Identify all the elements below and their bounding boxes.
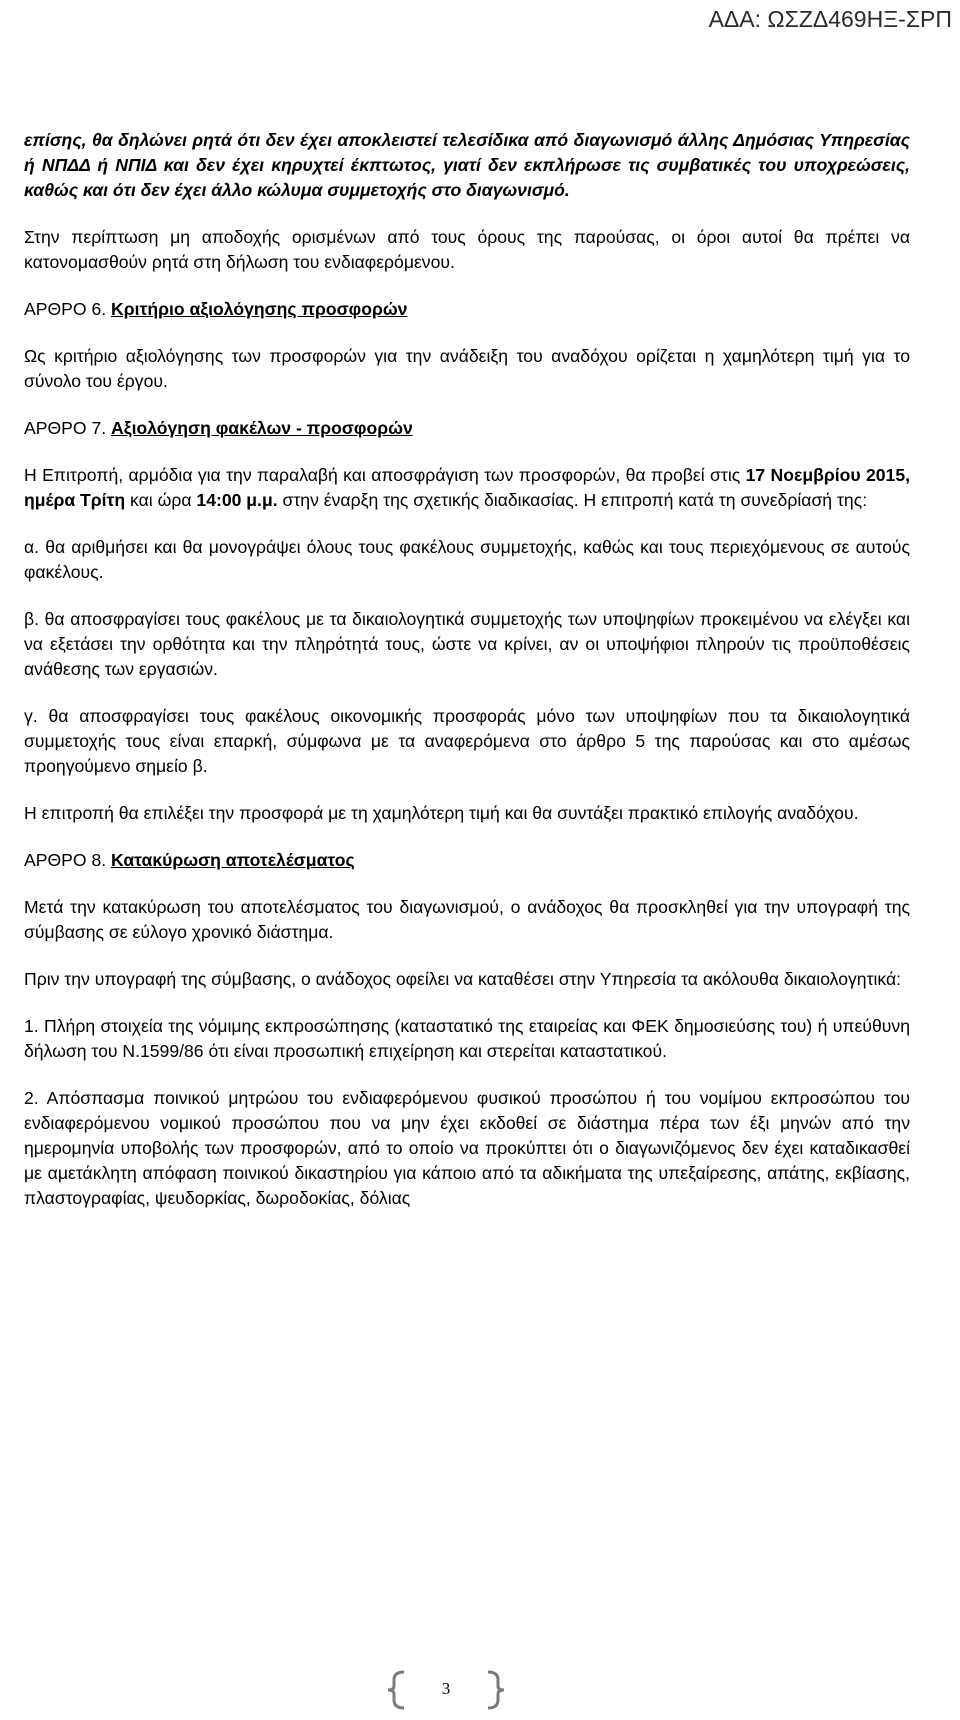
opening-date: 17 Νοεμβρίου 2015, ημέρα Τρίτη	[24, 465, 910, 510]
article-6-number: ΑΡΘΡΟ 6.	[24, 299, 112, 319]
paragraph-item-b: β. θα αποσφραγίσει τους φακέλους με τα δικαιολογητικά συμμετοχής των υποψηφίων προκειμένου να ελέγξει και να εξετάσει την ορθότητα και την πληρότητά τους, ώστε να κρίνει, αν οι υποψήφιοι πληρούν τις προϋποθέσεις ανάθεσης των εργασιών.	[24, 609, 910, 679]
article-8-number: ΑΡΘΡΟ 8.	[24, 850, 112, 870]
page-footer	[386, 1670, 506, 1710]
committee-text-b: και ώρα	[125, 490, 197, 510]
article-8-title: Κατακύρωση αποτελέσματος	[111, 850, 355, 870]
opening-time: 14:00 μ.μ.	[196, 490, 278, 510]
paragraph-terms-nonacceptance: Στην περίπτωση μη αποδοχής ορισμένων από τους όρους της παρούσας, οι όροι αυτοί θα πρέπει να κατονομασθούν ρητά στη δήλωση του ενδιαφερόμενου.	[24, 227, 910, 272]
committee-text-a: Η Επιτροπή, αρμόδια για την παραλαβή και αποσφράγιση των προσφορών, θα προβεί στις	[24, 465, 746, 485]
paragraph-item-a: α. θα αριθμήσει και θα μονογράψει όλους τους φακέλους συμμετοχής, καθώς και τους περιεχόμενους σε αυτούς φακέλους.	[24, 537, 910, 582]
paragraph-document-2: 2. Απόσπασμα ποινικού μητρώου του ενδιαφερόμενου φυσικού προσώπου ή του νομίμου εκπροσώπου του ενδιαφερόμενου νομικού προσώπου που να μην έχει εκδοθεί σε διάστημα πέρα των έξι μηνών από την ημερομηνία υποβολής των προσφορών, από το οποίο να προκύπτει ότι ο διαγωνιζόμενος δεν έχει καταδικασθεί με αμετάκλητη απόφαση ποινικού δικαστηρίου για κάποιο από τα αδικήματα της υπεξαίρεσης, απάτης, εκβίασης, πλαστογραφίας, ψευδορκίας, δωροδοκίας, δόλιας	[24, 1088, 910, 1208]
paragraph-document-1: 1. Πλήρη στοιχεία της νόμιμης εκπροσώπησης (καταστατικό της εταιρείας και ΦΕΚ δημοσιεύσης του) ή υπεύθυνη δήλωση του Ν.1599/86 ότι είναι προσωπική επιχείρηση και στερείται καταστατικού.	[24, 1016, 910, 1061]
article-7-heading	[24, 416, 910, 441]
paragraph-required-documents: Πριν την υπογραφή της σύμβασης, ο ανάδοχος οφείλει να καταθέσει στην Υπηρεσία τα ακόλουθα δικαιολογητικά:	[24, 969, 902, 989]
paragraph-contract-invitation: Μετά την κατακύρωση του αποτελέσματος του διαγωνισμού, ο ανάδοχος θα προσκληθεί για την υπογραφή της σύμβασης σε εύλογο χρονικό διάστημα.	[24, 897, 910, 942]
page-number: 3	[441, 1679, 451, 1698]
document-body	[24, 128, 910, 1233]
ada-code: ΑΔΑ: ΩΣΖΔ469ΗΞ-ΣΡΠ	[708, 6, 952, 32]
article-6-title: Κριτήριο αξιολόγησης προσφορών	[111, 299, 408, 319]
article-6-heading	[24, 297, 910, 322]
committee-text-c: στην έναρξη της σχετικής διαδικασίας. Η επιτροπή κατά τη συνεδρίασή της:	[277, 490, 868, 510]
paragraph-committee-date	[24, 463, 910, 513]
paragraph-item-c: γ. θα αποσφραγίσει τους φακέλους οικονομικής προσφοράς μόνο των υποψηφίων που τα δικαιολογητικά συμμετοχής τους είναι επαρκή, σύμφωνα με τα αναφερόμενα στο άρθρο 5 της παρούσας και στο αμέσως προηγούμενο σημείο β.	[24, 706, 910, 776]
article-7-number: ΑΡΘΡΟ 7.	[24, 418, 112, 438]
article-7-title: Αξιολόγηση φακέλων - προσφορών	[111, 418, 413, 438]
paragraph-selection: Η επιτροπή θα επιλέξει την προσφορά με τη χαμηλότερη τιμή και θα συντάξει πρακτικό επιλογής αναδόχου.	[24, 803, 859, 823]
article-8-heading	[24, 848, 910, 873]
paragraph-evaluation-criterion: Ως κριτήριο αξιολόγησης των προσφορών για την ανάδειξη του αναδόχου ορίζεται η χαμηλότερη τιμή για το σύνολο του έργου.	[24, 346, 910, 391]
paragraph-exclusion-declaration: επίσης, θα δηλώνει ρητά ότι δεν έχει αποκλειστεί τελεσίδικα από διαγωνισμό άλλης Δημόσιας Υπηρεσίας ή ΝΠΔΔ ή ΝΠΙΔ και δεν έχει κηρυχτεί έκπτωτος, γιατί δεν εκπλήρωσε τις συμβατικές του υποχρεώσεις, καθώς και ότι δεν έχει άλλο κώλυμα συμμετοχής στο διαγωνισμό.	[24, 130, 910, 200]
